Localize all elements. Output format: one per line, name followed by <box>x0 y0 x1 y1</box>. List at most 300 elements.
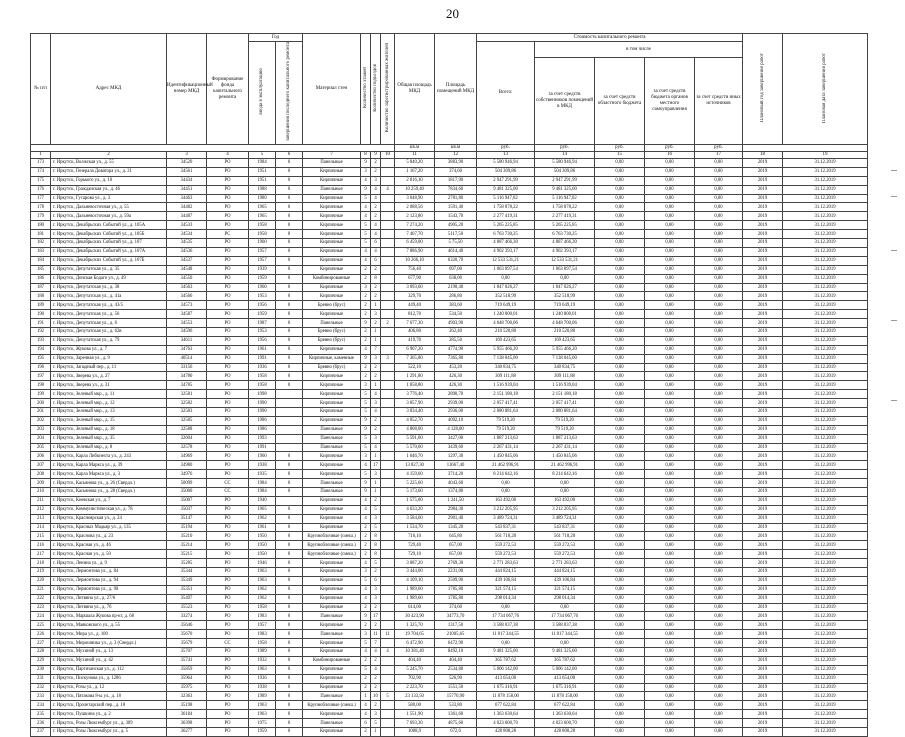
row-total-area: 3 834,40 <box>395 407 435 416</box>
row-total-cost: 1 240 800,01 <box>477 310 535 319</box>
row-owners-cost: 2 771 283,63 <box>535 559 595 568</box>
row-deadline: 31.12.2019 <box>783 656 868 665</box>
table-row <box>31 532 868 541</box>
row-entrances: 1 <box>371 728 381 737</box>
row-walls: Кирпичные <box>303 568 361 577</box>
row-owners-cost: 0,00 <box>535 487 595 496</box>
row-residents: 5 <box>381 692 395 701</box>
row-regional-cost: 0,00 <box>595 434 645 443</box>
row-regional-cost: 0,00 <box>595 523 645 532</box>
row-address: г. Иркутск, Красная ул., д. 46 <box>51 541 167 550</box>
row-other-cost: 0,00 <box>695 203 743 212</box>
row-id: 35351 <box>167 585 207 594</box>
row-walls: Бревно (брус) <box>303 336 361 345</box>
row-other-cost: 0,00 <box>695 265 743 274</box>
row-address: г. Иркутск, Коммунистическая ул., д. 78 <box>51 505 167 514</box>
row-year-overhaul: 0 <box>276 559 303 568</box>
row-floors: 5 <box>361 576 371 585</box>
row-fund: РО <box>207 327 249 336</box>
row-planned-year: 2019 <box>743 416 783 425</box>
row-total-cost: 169 423,65 <box>477 336 535 345</box>
column-number: 15 <box>595 152 645 159</box>
row-num: 196 <box>31 363 51 372</box>
row-total-cost: 298 014,34 <box>477 594 535 603</box>
column-number: 7 <box>303 152 361 159</box>
row-apartments-area: 7365,80 <box>435 354 477 363</box>
header-owners: за счет средств собственников помещений в МКД <box>535 58 595 145</box>
row-local-cost: 0,00 <box>645 381 695 390</box>
row-floors: 9 <box>361 416 371 425</box>
row-total-cost: 2 057 417,41 <box>477 399 535 408</box>
column-numbers-row <box>31 152 868 159</box>
row-fund: РО <box>207 239 249 248</box>
row-other-cost: 0,00 <box>695 319 743 328</box>
row-owners-cost: 4 902 393,17 <box>535 247 595 256</box>
row-walls: Бревно (брус) <box>303 363 361 372</box>
row-id: 34487 <box>167 212 207 221</box>
header-planned-year: Плановый год завершения работ <box>743 34 783 145</box>
row-local-cost: 0,00 <box>645 719 695 728</box>
row-entrances: 3 <box>371 354 381 363</box>
row-residents <box>381 612 395 621</box>
row-year-overhaul: 0 <box>276 683 303 692</box>
row-year-overhaul: 0 <box>276 247 303 256</box>
row-walls: Комбинированные <box>303 656 361 665</box>
row-deadline: 31.12.2019 <box>783 719 868 728</box>
row-fund: РО <box>207 710 249 719</box>
table-row <box>31 701 868 710</box>
row-deadline: 31.12.2019 <box>783 487 868 496</box>
row-address: г. Иркутск, Гражданская ул., д. 46 <box>51 185 167 194</box>
row-apartments-area: 286,80 <box>435 292 477 301</box>
row-entrances: 4 <box>371 194 381 203</box>
row-apartments-area: 638,00 <box>435 274 477 283</box>
row-planned-year: 2019 <box>743 283 783 292</box>
row-deadline: 31.12.2019 <box>783 568 868 577</box>
row-year-commission: 1960 <box>249 239 276 248</box>
row-entrances: 8 <box>371 541 381 550</box>
row-total-area: 5 173,60 <box>395 487 435 496</box>
row-entrances: 2 <box>371 701 381 710</box>
row-planned-year: 2019 <box>743 648 783 657</box>
row-regional-cost: 0,00 <box>595 185 645 194</box>
row-entrances: 2 <box>371 363 381 372</box>
row-local-cost: 0,00 <box>645 363 695 372</box>
row-id: 34537 <box>167 256 207 265</box>
row-other-cost: 0,00 <box>695 416 743 425</box>
row-other-cost: 0,00 <box>695 585 743 594</box>
row-residents <box>381 407 395 416</box>
row-total-area: 4 808,00 <box>395 425 435 434</box>
row-other-cost: 0,00 <box>695 283 743 292</box>
row-total-cost: 79 519,20 <box>477 425 535 434</box>
row-deadline: 31.12.2019 <box>783 470 868 479</box>
row-entrances: 3 <box>371 594 381 603</box>
row-other-cost: 0,00 <box>695 523 743 532</box>
row-walls: Кирпичные <box>303 585 361 594</box>
table-row <box>31 541 868 550</box>
row-year-overhaul: 0 <box>276 487 303 496</box>
header-other: за счет средств иных источников <box>695 58 743 145</box>
row-fund: РО <box>207 292 249 301</box>
row-other-cost: 0,00 <box>695 327 743 336</box>
row-local-cost: 0,00 <box>645 256 695 265</box>
row-year-commission: 1958 <box>249 381 276 390</box>
row-year-commission: 1953 <box>249 292 276 301</box>
row-year-commission: 1936 <box>249 674 276 683</box>
row-id: 34482 <box>167 203 207 212</box>
row-residents <box>381 221 395 230</box>
row-floors: 5 <box>361 665 371 674</box>
row-regional-cost: 0,00 <box>595 212 645 221</box>
row-total-cost: 1 450 845,06 <box>477 452 535 461</box>
row-total-area: 1 989,60 <box>395 585 435 594</box>
row-owners-cost: 719 649,19 <box>535 301 595 310</box>
row-id: 35964 <box>167 674 207 683</box>
row-local-cost: 0,00 <box>645 532 695 541</box>
row-regional-cost: 0,00 <box>595 568 645 577</box>
row-local-cost: 0,00 <box>645 372 695 381</box>
row-address: г. Иркутск, Пятакова 8-ы ул., д. 18 <box>51 692 167 701</box>
row-address: г. Иркутск, Генерала Доватора ул., д. 21 <box>51 167 167 176</box>
column-number: 17 <box>695 152 743 159</box>
row-fund: РО <box>207 212 249 221</box>
row-deadline: 31.12.2019 <box>783 372 868 381</box>
row-residents <box>381 176 395 185</box>
row-num: 199 <box>31 390 51 399</box>
row-other-cost: 0,00 <box>695 541 743 550</box>
row-address: г. Иркутск, Декабрьских Событий ул., д. 105А <box>51 221 167 230</box>
row-apartments-area: 5117,50 <box>435 230 477 239</box>
row-regional-cost: 0,00 <box>595 194 645 203</box>
row-regional-cost: 0,00 <box>595 407 645 416</box>
row-num: 201 <box>31 407 51 416</box>
row-other-cost: 0,00 <box>695 594 743 603</box>
table-row <box>31 194 868 203</box>
row-owners-cost: 8 214 642,16 <box>535 470 595 479</box>
row-owners-cost: 5 006 142,00 <box>535 665 595 674</box>
row-total-area: 6 472,90 <box>395 639 435 648</box>
row-planned-year: 2019 <box>743 310 783 319</box>
row-year-commission: 1956 <box>249 336 276 345</box>
row-walls: Кирпичные <box>303 496 361 505</box>
row-year-commission: 1991 <box>249 443 276 452</box>
row-walls: Кирпичные <box>303 247 361 256</box>
column-number: 2 <box>51 152 167 159</box>
row-num: 173 <box>31 159 51 168</box>
row-address: г. Иркутск, Западный пер., д. 11 <box>51 363 167 372</box>
row-floors: 2 <box>361 327 371 336</box>
row-entrances: 2 <box>371 283 381 292</box>
row-id: 32583 <box>167 407 207 416</box>
row-other-cost: 0,00 <box>695 434 743 443</box>
row-planned-year: 2019 <box>743 656 783 665</box>
row-total-area: 4 109,10 <box>395 576 435 585</box>
row-residents <box>381 559 395 568</box>
row-year-commission: 1932 <box>249 656 276 665</box>
row-num: 183 <box>31 247 51 256</box>
row-year-overhaul: 0 <box>276 283 303 292</box>
row-entrances: 3 <box>371 710 381 719</box>
row-other-cost: 0,00 <box>695 656 743 665</box>
row-owners-cost: 309 111,88 <box>535 372 595 381</box>
row-apartments-area: 374,60 <box>435 167 477 176</box>
row-deadline: 31.12.2019 <box>783 514 868 523</box>
row-entrances: 5 <box>371 523 381 532</box>
row-local-cost: 0,00 <box>645 167 695 176</box>
row-id: 35670 <box>167 630 207 639</box>
row-total-cost: 428 808,28 <box>477 728 535 737</box>
row-floors: 4 <box>361 256 371 265</box>
row-other-cost: 0,00 <box>695 559 743 568</box>
row-fund: РО <box>207 407 249 416</box>
row-other-cost: 0,00 <box>695 167 743 176</box>
row-address: г. Иркутск, Зверева ул., д. 31 <box>51 381 167 390</box>
row-floors: 5 <box>361 221 371 230</box>
scan-margin-marks <box>881 170 897 420</box>
row-owners-cost: 0,00 <box>535 479 595 488</box>
row-apartments-area: 4 128,00 <box>435 425 477 434</box>
row-year-overhaul: 0 <box>276 514 303 523</box>
row-entrances: 6 <box>371 239 381 248</box>
row-floors: 5 <box>361 639 371 648</box>
row-entrances: 1 <box>371 301 381 310</box>
row-year-overhaul: 0 <box>276 372 303 381</box>
table-row <box>31 310 868 319</box>
row-year-commission: 1963 <box>249 665 276 674</box>
row-year-commission: 1990 <box>249 407 276 416</box>
row-address: г. Иркутск, Жукова ул., д. 7 <box>51 345 167 354</box>
row-regional-cost: 0,00 <box>595 390 645 399</box>
row-apartments-area: 374,60 <box>435 603 477 612</box>
row-floors: 3 <box>361 630 371 639</box>
row-regional-cost: 0,00 <box>595 674 645 683</box>
row-year-overhaul: 0 <box>276 319 303 328</box>
row-year-overhaul: 0 <box>276 194 303 203</box>
row-fund: РО <box>207 354 249 363</box>
row-planned-year: 2019 <box>743 336 783 345</box>
row-deadline: 31.12.2019 <box>783 585 868 594</box>
row-total-area: 702,90 <box>395 674 435 683</box>
row-apartments-area: 533,80 <box>435 701 477 710</box>
row-address: г. Иркутск, Лермонтова ул., д. 98 <box>51 585 167 594</box>
row-apartments-area: 2190,40 <box>435 283 477 292</box>
row-owners-cost: 9 481 325,00 <box>535 185 595 194</box>
row-regional-cost: 0,00 <box>595 399 645 408</box>
row-residents: 4 <box>381 185 395 194</box>
row-walls: Кирпичные <box>303 283 361 292</box>
row-total-cost: 352 518,99 <box>477 292 535 301</box>
row-fund: РО <box>207 630 249 639</box>
units-blank-end <box>743 145 868 152</box>
row-regional-cost: 0,00 <box>595 319 645 328</box>
row-year-overhaul <box>276 425 303 434</box>
row-residents <box>381 239 395 248</box>
row-planned-year: 2019 <box>743 665 783 674</box>
row-local-cost: 0,00 <box>645 230 695 239</box>
row-deadline: 31.12.2019 <box>783 239 868 248</box>
row-entrances: 7 <box>371 345 381 354</box>
row-entrances: 5 <box>371 559 381 568</box>
row-year-overhaul: 0 <box>276 221 303 230</box>
row-local-cost: 0,00 <box>645 265 695 274</box>
row-apartments-area: 4614,40 <box>435 247 477 256</box>
row-regional-cost: 0,00 <box>595 274 645 283</box>
unit-total: руб. <box>477 145 535 152</box>
row-planned-year: 2019 <box>743 194 783 203</box>
row-apartments-area: 4875,60 <box>435 719 477 728</box>
row-planned-year: 2019 <box>743 434 783 443</box>
row-total-area: 5 591,00 <box>395 434 435 443</box>
row-total-area: 23 133,50 <box>395 692 435 701</box>
row-address: г. Иркутск, Пискунова ул., д. 1286 <box>51 674 167 683</box>
row-planned-year: 2019 <box>743 239 783 248</box>
row-total-area: 7 274,20 <box>395 221 435 230</box>
row-fund: РО <box>207 692 249 701</box>
row-year-overhaul <box>276 407 303 416</box>
row-id: 36184 <box>167 710 207 719</box>
row-other-cost: 0,00 <box>695 310 743 319</box>
row-total-cost: 12 533 531,21 <box>477 256 535 265</box>
table-row <box>31 665 868 674</box>
row-id: 32604 <box>167 434 207 443</box>
row-total-area: 3 584,60 <box>395 514 435 523</box>
row-total-area: 4 052,70 <box>395 416 435 425</box>
row-planned-year: 2019 <box>743 487 783 496</box>
row-total-cost: 3 588 037,38 <box>477 621 535 630</box>
row-num: 200 <box>31 399 51 408</box>
row-entrances: 4 <box>371 247 381 256</box>
row-entrances: 17 <box>371 461 381 470</box>
row-address: г. Иркутск, Ленина ул., д. 9 <box>51 559 167 568</box>
column-number: 8 <box>361 152 371 159</box>
header-num: № п/п <box>31 34 51 145</box>
row-total-area: 2 223,70 <box>395 683 435 692</box>
row-other-cost: 0,00 <box>695 692 743 701</box>
row-year-overhaul: 0 <box>276 167 303 176</box>
header-total: Всего: <box>477 42 535 145</box>
row-year-overhaul: 0 <box>276 256 303 265</box>
header-id: Идентификационный номер МКД <box>167 34 207 145</box>
row-id: 34969 <box>167 452 207 461</box>
row-address: г. Иркутск, Горького ул., д. 10 <box>51 176 167 185</box>
row-num: 210 <box>31 487 51 496</box>
row-year-overhaul: 0 <box>276 719 303 728</box>
row-apartments-area: 453,20 <box>435 363 477 372</box>
row-floors: 9 <box>361 425 371 434</box>
row-owners-cost: 163 492,00 <box>535 496 595 505</box>
row-planned-year: 2019 <box>743 185 783 194</box>
row-entrances: 6 <box>371 576 381 585</box>
row-address: г. Иркутск, Депутатская ул., д. 79 <box>51 336 167 345</box>
row-entrances: 4 <box>371 648 381 657</box>
row-planned-year: 2019 <box>743 621 783 630</box>
row-total-cost: 5 006 142,00 <box>477 665 535 674</box>
row-walls: Панельные <box>303 443 361 452</box>
row-regional-cost: 0,00 <box>595 692 645 701</box>
row-num: 231 <box>31 674 51 683</box>
row-address: г. Иркутск, Зеленый мкр., д. 35 <box>51 434 167 443</box>
row-entrances: 1 <box>371 336 381 345</box>
row-year-commission: 1959 <box>249 310 276 319</box>
row-floors: 2 <box>361 728 371 737</box>
row-total-cost: 11 878 158,00 <box>477 692 535 701</box>
row-apartments-area: 6320,70 <box>435 256 477 265</box>
row-local-cost: 0,00 <box>645 176 695 185</box>
row-apartments-area: 285,50 <box>435 336 477 345</box>
row-apartments-area: 1345,20 <box>435 523 477 532</box>
row-deadline: 31.12.2019 <box>783 621 868 630</box>
row-other-cost: 0,00 <box>695 256 743 265</box>
row-id: 34566 <box>167 292 207 301</box>
row-residents <box>381 381 395 390</box>
row-total-cost: 0,00 <box>477 479 535 488</box>
row-floors: 2 <box>361 683 371 692</box>
row-owners-cost: 1 063 097,54 <box>535 265 595 274</box>
row-owners-cost: 7 138 045,00 <box>535 354 595 363</box>
row-deadline: 31.12.2019 <box>783 327 868 336</box>
row-deadline: 31.12.2019 <box>783 283 868 292</box>
row-other-cost: 0,00 <box>695 176 743 185</box>
row-entrances: 6 <box>371 256 381 265</box>
row-deadline: 31.12.2019 <box>783 167 868 176</box>
row-address: г. Иркутск, Розы ул., д. 12 <box>51 683 167 692</box>
row-total-area: 10 381,40 <box>395 648 435 657</box>
row-year-overhaul: 0 <box>276 701 303 710</box>
row-fund: РО <box>207 310 249 319</box>
row-regional-cost: 0,00 <box>595 265 645 274</box>
row-other-cost: 0,00 <box>695 514 743 523</box>
row-floors: 4 <box>361 496 371 505</box>
row-planned-year: 2019 <box>743 719 783 728</box>
row-planned-year: 2019 <box>743 203 783 212</box>
row-residents <box>381 514 395 523</box>
row-residents <box>381 372 395 381</box>
row-planned-year: 2019 <box>743 345 783 354</box>
row-other-cost: 0,00 <box>695 532 743 541</box>
row-total-cost: 2 151 180,18 <box>477 390 535 399</box>
row-apartments-area: 1 241,50 <box>435 496 477 505</box>
row-floors: 5 <box>361 390 371 399</box>
row-fund: РО <box>207 221 249 230</box>
row-year-commission: 1962 <box>249 585 276 594</box>
row-regional-cost: 0,00 <box>595 710 645 719</box>
row-num: 206 <box>31 452 51 461</box>
row-planned-year: 2019 <box>743 594 783 603</box>
row-residents <box>381 159 395 168</box>
header-year-overhaul: завершения последнего капитального ремонта <box>276 42 303 145</box>
row-id: 34980 <box>167 461 207 470</box>
row-address: г. Иркутск, Депутатская ул., д. 62в <box>51 327 167 336</box>
row-walls: Кирпичные <box>303 594 361 603</box>
row-year-commission: 1975 <box>249 719 276 728</box>
row-deadline: 31.12.2019 <box>783 319 868 328</box>
row-local-cost: 0,00 <box>645 594 695 603</box>
row-num: 193 <box>31 336 51 345</box>
row-num: 175 <box>31 176 51 185</box>
row-id: 34976 <box>167 470 207 479</box>
row-year-commission: 1993 <box>249 434 276 443</box>
row-owners-cost: 1 450 845,06 <box>535 452 595 461</box>
header-cost-group: Стоимость капитального ремонта <box>477 34 743 42</box>
row-owners-cost: 1 847 026,27 <box>535 283 595 292</box>
row-address: г. Иркутск, Донская Бодаго ул., д. 49 <box>51 274 167 283</box>
row-total-cost: 309 111,88 <box>477 372 535 381</box>
table-row <box>31 479 868 488</box>
row-local-cost: 0,00 <box>645 665 695 674</box>
row-residents <box>381 425 395 434</box>
row-total-area: 1 325,70 <box>395 621 435 630</box>
